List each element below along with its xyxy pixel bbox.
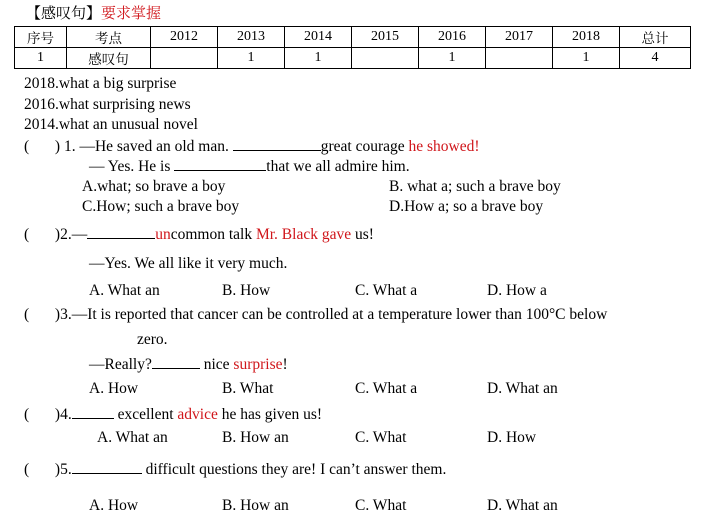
header-total: 总计 <box>620 27 691 48</box>
cell-total: 4 <box>620 48 691 69</box>
question-5-text: difficult questions they are! I can’t answer them. <box>145 461 447 478</box>
option-a[interactable]: A. How <box>89 497 139 514</box>
header-topic: 考点 <box>67 27 151 48</box>
question-1-stem <box>24 137 480 156</box>
answer-bracket-close: )4. <box>54 406 72 423</box>
option-a[interactable]: A.what; so brave a boy <box>82 178 226 195</box>
fill-blank[interactable] <box>174 157 266 171</box>
answer-slot[interactable] <box>33 226 51 239</box>
answer-bracket-open: ( <box>24 461 30 478</box>
question-1-text-cont: great courage <box>320 138 405 155</box>
question-2-highlight: Mr. Black gave <box>255 226 352 243</box>
question-3-stem <box>24 306 607 324</box>
cell-index: 1 <box>15 48 67 69</box>
option-d[interactable]: D. What an <box>487 380 558 397</box>
option-c[interactable]: C.How; such a brave boy <box>82 198 240 215</box>
option-d[interactable]: D. What an <box>487 497 558 514</box>
question-1-highlight: he showed! <box>408 138 480 155</box>
option-d[interactable]: D. How a <box>487 282 547 299</box>
option-c[interactable]: C. What <box>355 429 407 446</box>
option-b[interactable]: B. How an <box>222 429 289 446</box>
option-b[interactable]: B. How <box>222 282 271 299</box>
question-2-reply: —Yes. We all like it very much. <box>89 255 288 272</box>
header-2013: 2013 <box>218 27 285 48</box>
option-b[interactable]: B. What <box>222 380 274 397</box>
question-4-text: excellent <box>117 406 174 423</box>
answer-bracket-open: ( <box>24 406 30 423</box>
example-line: 2016.what surprising news <box>24 96 191 113</box>
question-2-text-end: us! <box>354 226 374 243</box>
cell-2016: 1 <box>419 48 486 69</box>
cell-2017 <box>486 48 553 69</box>
header-2017: 2017 <box>486 27 553 48</box>
fill-blank[interactable] <box>87 225 155 239</box>
cell-2014: 1 <box>285 48 352 69</box>
fill-blank[interactable] <box>233 137 321 151</box>
answer-bracket-open: ( <box>24 226 30 243</box>
question-1-text: 1. —He saved an old man. <box>63 138 229 155</box>
question-1-reply-text-cont: that we all admire him. <box>266 158 410 175</box>
answer-bracket-open: ( <box>24 138 30 155</box>
question-3-highlight: surprise <box>233 356 283 373</box>
question-1-reply-text: — Yes. He is <box>89 158 171 175</box>
answer-bracket-open: ( <box>24 306 30 323</box>
section-title-requirement: 要求掌握 <box>101 4 162 22</box>
question-3-text: )3.—It is reported that cancer can be controlled at a temperature lower than 100°C below <box>54 306 608 323</box>
header-2014: 2014 <box>285 27 352 48</box>
option-a[interactable]: A. What an <box>97 429 168 446</box>
question-5-stem <box>24 460 446 479</box>
cell-topic: 感叹句 <box>67 48 151 69</box>
question-3-reply-text-cont: nice <box>203 356 230 373</box>
question-2-highlight: un <box>155 226 171 243</box>
question-3-reply-end: ! <box>282 356 288 373</box>
question-2-stem <box>24 225 374 244</box>
option-b[interactable]: B. what a; such a brave boy <box>389 178 561 195</box>
cell-2013: 1 <box>218 48 285 69</box>
table-row <box>15 48 691 69</box>
answer-bracket-close: )5. <box>54 461 72 478</box>
table-header-row <box>15 27 691 48</box>
answer-bracket-close: )2.— <box>54 226 88 243</box>
question-4-highlight: advice <box>177 406 218 423</box>
answer-slot[interactable] <box>33 461 51 474</box>
frequency-table <box>14 26 691 69</box>
fill-blank[interactable] <box>72 405 114 419</box>
answer-bracket-close: ) <box>54 138 61 155</box>
option-a[interactable]: A. What an <box>89 282 160 299</box>
option-b[interactable]: B. How an <box>222 497 289 514</box>
question-1-reply <box>89 157 410 176</box>
option-c[interactable]: C. What a <box>355 282 418 299</box>
question-4-stem <box>24 405 322 424</box>
header-2018: 2018 <box>553 27 620 48</box>
answer-slot[interactable] <box>33 406 51 419</box>
option-a[interactable]: A. How <box>89 380 139 397</box>
question-3-reply-text: —Really? <box>89 356 152 373</box>
header-index: 序号 <box>15 27 67 48</box>
example-line: 2014.what an unusual novel <box>24 116 198 133</box>
fill-blank[interactable] <box>152 355 200 369</box>
header-2012: 2012 <box>151 27 218 48</box>
example-line: 2018.what a big surprise <box>24 75 177 92</box>
option-c[interactable]: C. What <box>355 497 407 514</box>
cell-2015 <box>352 48 419 69</box>
section-title <box>26 4 161 22</box>
answer-slot[interactable] <box>33 138 51 151</box>
fill-blank[interactable] <box>72 460 142 474</box>
question-4-text-end: he has given us! <box>221 406 323 423</box>
cell-2012 <box>151 48 218 69</box>
option-d[interactable]: D.How a; so a brave boy <box>389 198 544 215</box>
section-title-bracket: 【感叹句】 <box>26 4 102 22</box>
option-c[interactable]: C. What a <box>355 380 418 397</box>
question-2-text: common talk <box>170 226 253 243</box>
question-3-reply <box>89 355 288 374</box>
header-2015: 2015 <box>352 27 419 48</box>
header-2016: 2016 <box>419 27 486 48</box>
answer-slot[interactable] <box>33 306 51 319</box>
question-3-text-line2: zero. <box>137 331 168 348</box>
cell-2018: 1 <box>553 48 620 69</box>
option-d[interactable]: D. How <box>487 429 537 446</box>
